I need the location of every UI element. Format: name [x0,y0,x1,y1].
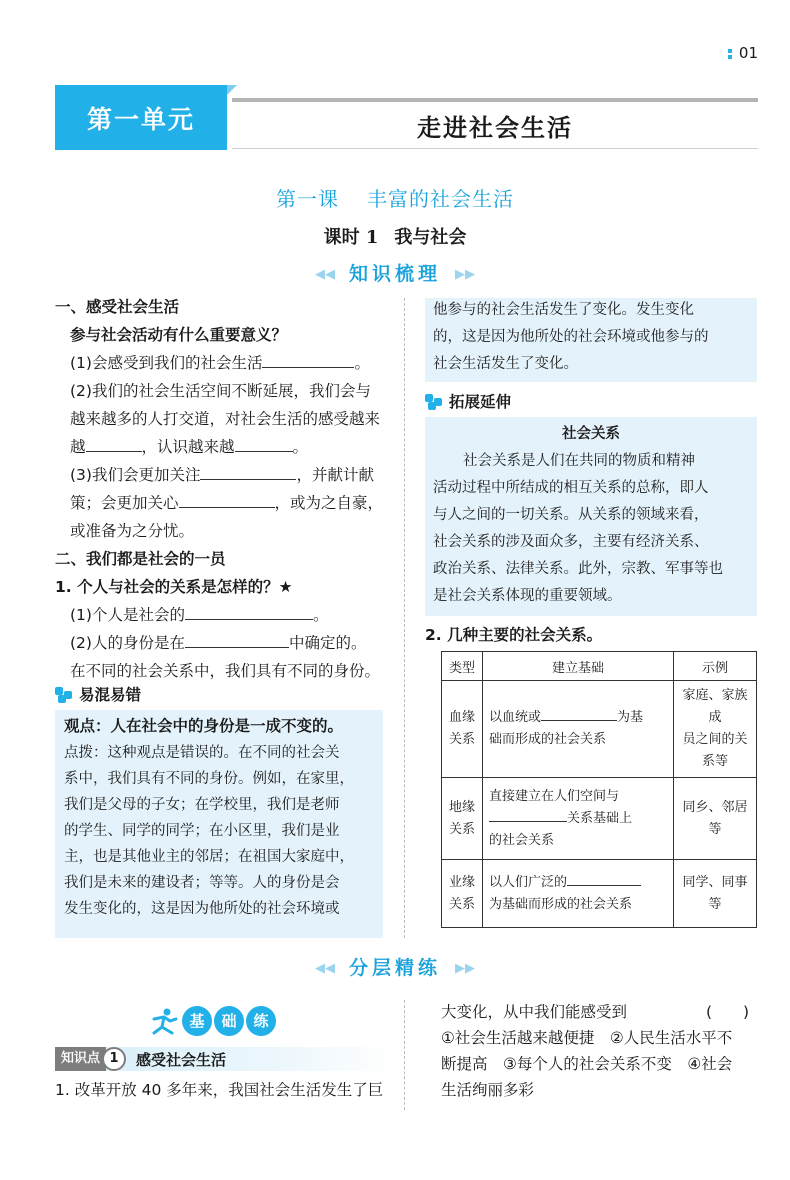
confuse-line: 我们是未来的建设者；等等。人的身份是会 [64,875,340,891]
basic-char: 础 [214,1006,244,1036]
continued-line: 他参与的社会生活发生了变化。发生变化 [433,302,694,318]
confuse-line: 的学生、同学的同学；在小区里，我们是业 [64,823,340,839]
extension-line: 活动过程中所结成的相互关系的总称，即人 [433,480,709,496]
table-cell-base: 直接建立在人们空间与 关系基础上 的社会关系 [483,778,674,860]
confuse-line: 点拨：这种观点是错误的。在不同的社会关 [64,745,340,761]
fill-blank[interactable] [235,437,293,452]
question-text: 大变化，从中我们能感受到 [441,1003,628,1021]
unit-title: 走进社会生活 [417,114,573,142]
fill-line: 策；会更加关心 ，或为之自豪， [70,494,384,512]
fill-line: (3)我们会更加关注 ，并献计献 [70,466,374,484]
extension-heading: 拓展延伸 [425,392,511,412]
fill-blank[interactable] [200,465,296,480]
lesson-title: 第一课 丰富的社会生活 [276,187,514,211]
table-row [442,860,757,928]
double-left-arrow-icon: ◀◀ [314,267,335,282]
column-divider [404,1000,405,1110]
runner-icon [150,1007,180,1037]
table-cell-base: 以人们广泛的 为基础而形成的社会关系 [483,860,674,928]
continued-line: 社会生活发生了变化。 [433,356,578,372]
fill-line: (2)人的身份是在 中确定的。 [70,634,367,652]
option-line: 断提高 ③每个人的社会关系不变 ④社会 [441,1055,733,1073]
table-cell-type: 地缘 关系 [442,778,483,860]
basic-char: 基 [182,1006,212,1036]
section-heading: 一、感受社会生活 [55,298,180,316]
extension-line: 是社会关系体现的重要领域。 [433,588,622,604]
knowledge-point-label: 感受社会生活 [136,1050,227,1069]
confuse-line: 发生变化的，这是因为他所处的社会环境或 [64,901,340,917]
page-number: 01 [728,44,758,62]
extension-line: 与人之间的一切关系。从关系的领域来看， [433,507,709,523]
fill-line: (1)会感受到我们的社会生活 。 [70,354,370,372]
text-line: 或准备为之分忧。 [70,522,195,540]
knowledge-point-number: 1 [102,1047,126,1071]
fill-blank[interactable] [185,633,289,648]
dots-icon [728,47,733,61]
answer-bracket[interactable]: ( ) [706,1003,750,1021]
knowledge-point-tag: 知识点 [55,1047,106,1071]
option-line: ①社会生活越来越便捷 ②人民生活水平不 [441,1029,733,1047]
table-row [442,681,757,778]
table-cell-base: 以血统或 为基 础而形成的社会关系 [483,681,674,778]
confuse-line: 主，也是其他业主的邻居；在祖国大家庭中， [64,849,354,865]
double-right-arrow-icon: ▶▶ [455,267,475,282]
extension-line: 政治关系、法律关系。此外，宗教、军事等也 [433,561,723,577]
extension-line: 社会关系是人们在共同的物质和精神 [463,453,695,469]
table-header-row [442,652,757,681]
fill-line: (1)个人是社会的 。 [70,606,329,624]
table-row [442,778,757,860]
fill-line: 越 ，认识越来越 。 [70,438,309,456]
table-cell-example: 同学、同事等 [674,860,757,928]
question-text: 1. 个人与社会的关系是怎样的？★ [55,578,293,596]
section-banner-practice: ◀◀ 分层精练 ▶▶ [314,957,475,979]
fill-blank[interactable] [541,708,617,721]
confuse-view: 观点：人在社会中的身份是一成不变的。 [64,717,344,735]
fill-blank[interactable] [262,353,354,368]
relations-table [441,651,757,928]
table-cell-type: 业缘 关系 [442,860,483,928]
table-header: 类型 [442,652,483,681]
section-heading: 二、我们都是社会的一员 [55,550,226,568]
extension-line: 社会关系的涉及面众多，主要有经济关系、 [433,534,709,550]
fill-blank[interactable] [489,809,567,822]
table-cell-example: 同乡、邻居等 [674,778,757,860]
unit-corner-fold [227,85,237,95]
confuse-line: 系中，我们具有不同的身份。例如，在家里， [64,771,354,787]
double-right-arrow-icon: ▶▶ [455,961,475,976]
table-header: 建立基础 [483,652,674,681]
fill-blank[interactable] [567,873,641,886]
table-cell-type: 血缘 关系 [442,681,483,778]
unit-divider [232,98,758,102]
text-line: 在不同的社会关系中，我们具有不同的身份。 [70,662,381,680]
fill-blank[interactable] [86,437,142,452]
table-cell-example: 家庭、家族成 员之间的关 系等 [674,681,757,778]
fill-blank[interactable] [185,605,313,620]
text-line: 越来越多的人打交道，对社会生活的感受越来 [70,410,381,428]
text-line: (2)我们的社会生活空间不断延展，我们会与 [70,382,371,400]
basic-practice-badge [150,1006,276,1037]
knowledge-point-bar [55,1047,400,1071]
question-text: 2. 几种主要的社会关系。 [425,626,603,644]
basic-char: 练 [246,1006,276,1036]
table-header: 示例 [674,652,757,681]
unit-label: 第一单元 [55,85,227,150]
confuse-heading: 易混易错 [55,685,141,705]
period-title: 课时 1 我与社会 [323,227,467,248]
continued-line: 的，这是因为他所处的社会环境或他参与的 [433,329,709,345]
section-banner-knowledge: ◀◀ 知识梳理 ▶▶ [314,263,475,285]
option-line: 生活绚丽多彩 [441,1081,535,1099]
question-text: 参与社会活动有什么重要意义？ [70,326,288,344]
confuse-line: 我们是父母的子女；在学校里，我们是老师 [64,797,340,813]
unit-divider-thin [232,148,758,149]
extension-box-title: 社会关系 [562,426,620,442]
double-left-arrow-icon: ◀◀ [314,961,335,976]
fill-blank[interactable] [179,493,275,508]
puzzle-icon [425,394,443,410]
puzzle-icon [55,687,73,703]
column-divider [404,298,405,938]
question-text: 1. 改革开放 40 多年来，我国社会生活发生了巨 [55,1081,384,1099]
